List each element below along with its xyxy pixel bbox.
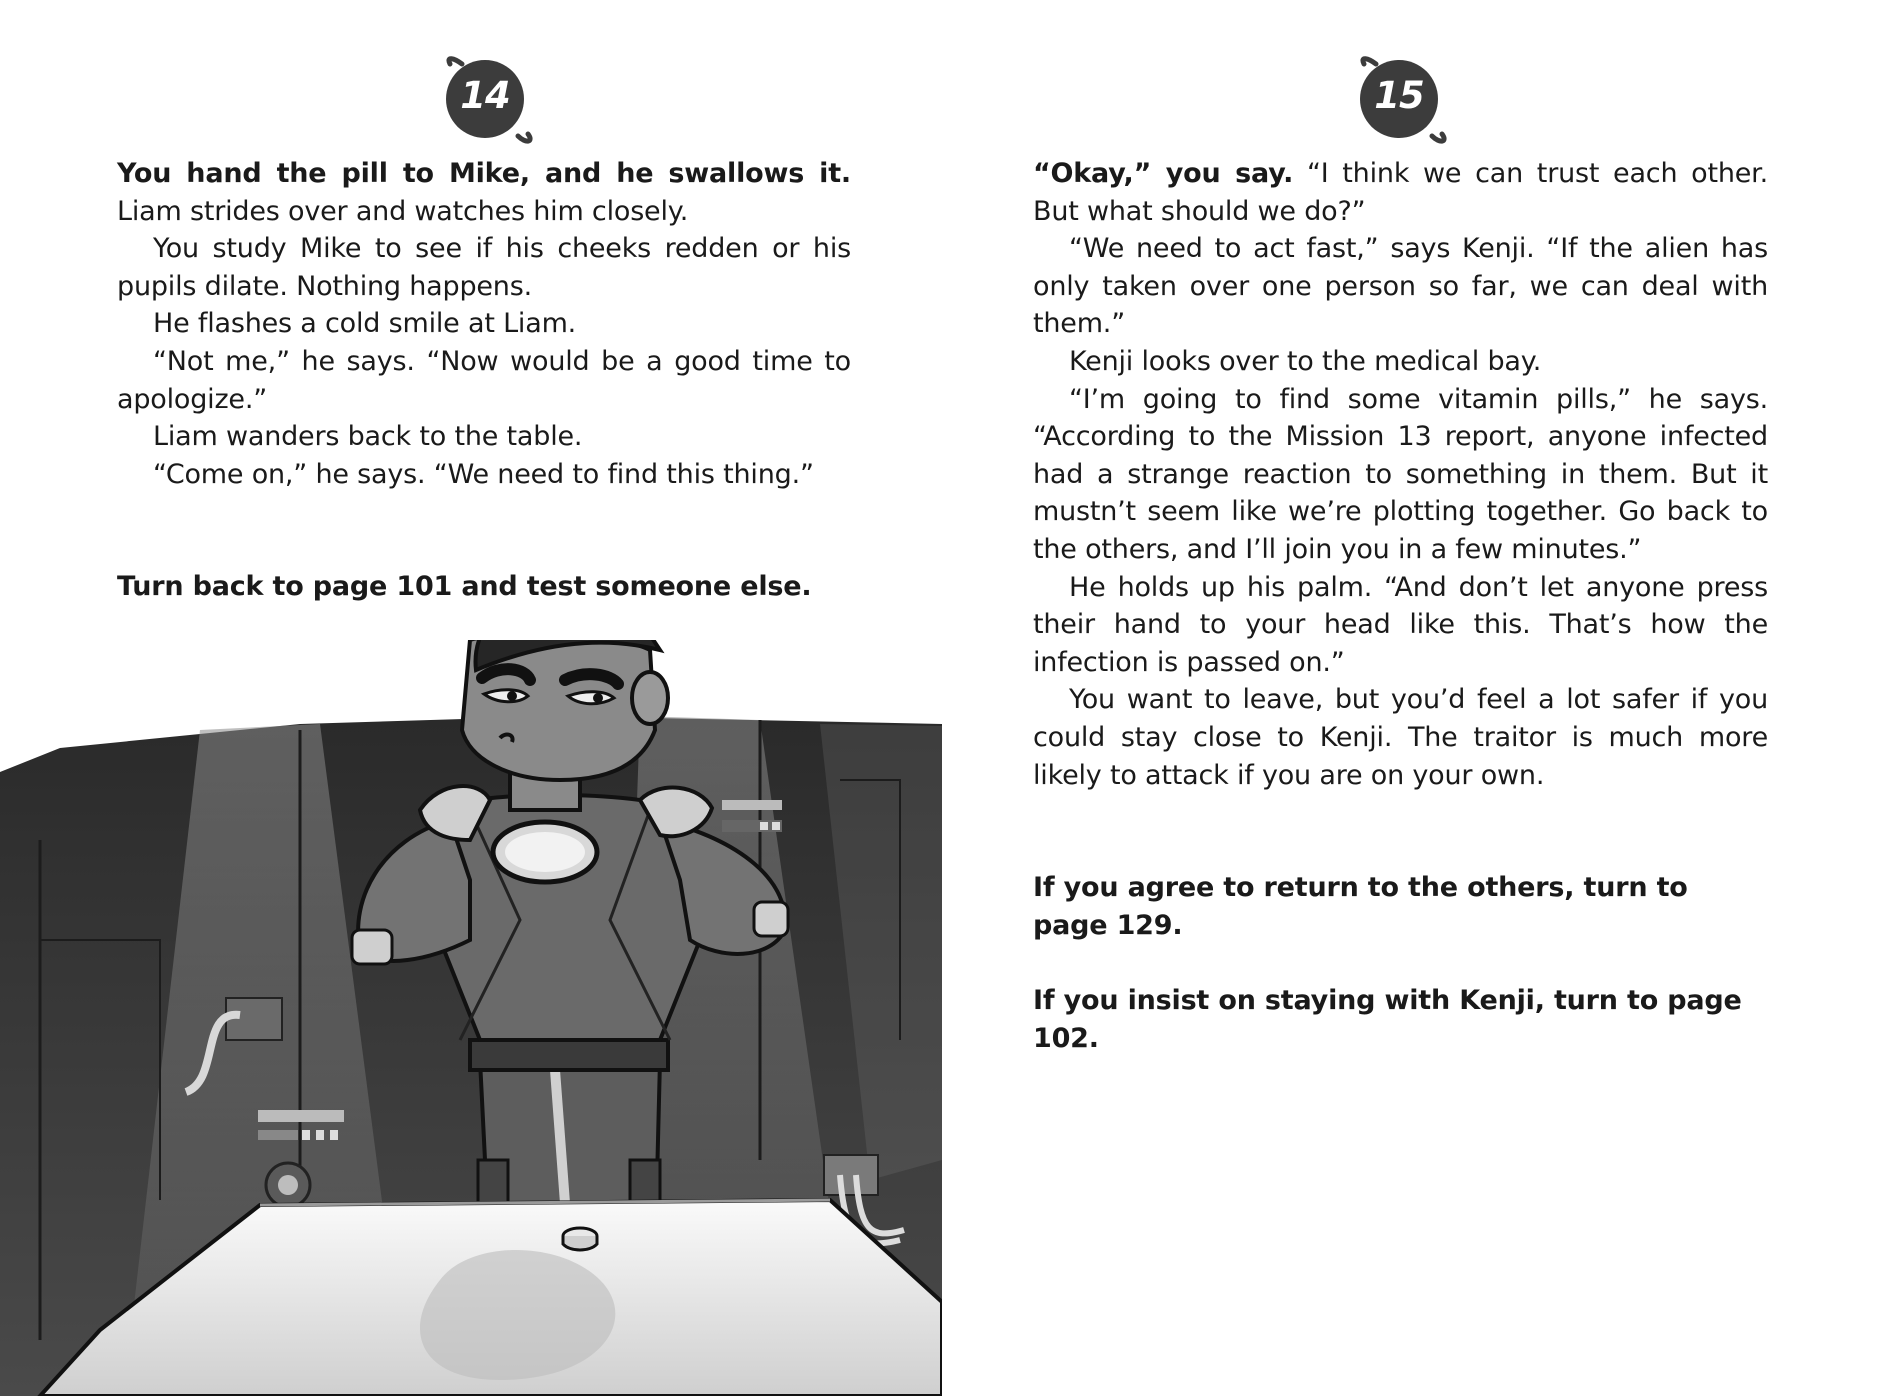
right-page xyxy=(938,0,1877,1396)
page-number-right: 15 xyxy=(1374,74,1424,117)
lead-in: “Okay,” you say. xyxy=(1033,158,1294,189)
paragraph: “Come on,” he says. “We need to find this thing.” xyxy=(153,458,814,490)
right-page-text xyxy=(1033,155,1768,1057)
paragraph xyxy=(1033,155,1768,230)
paragraph: Liam wanders back to the table. xyxy=(153,421,583,453)
page-number-badge-left xyxy=(444,56,540,152)
astronaut-illustration xyxy=(0,640,942,1396)
choice-return: If you agree to return to the others, turn to page 129. xyxy=(1033,872,1688,941)
paragraph: You want to leave, but you’d feel a lot safer if you could stay close to Kenji. The traitor is much more likely to attack if you are on your own. xyxy=(1033,684,1768,791)
choice-stay: If you insist on staying with Kenji, turn to page 102. xyxy=(1033,985,1742,1054)
instruction: Turn back to page 101 and test someone else. xyxy=(117,571,812,603)
page-number-left: 14 xyxy=(460,74,510,117)
left-page xyxy=(0,0,938,1396)
paragraph: You study Mike to see if his cheeks redden or his pupils dilate. Nothing happens. xyxy=(117,233,851,302)
paragraph: “Not me,” he says. “Now would be a good time to apologize.” xyxy=(117,345,851,415)
page-number-badge-right xyxy=(1358,56,1454,152)
paragraph-rest: Liam strides over and watches him closely. xyxy=(117,195,689,227)
left-page-text xyxy=(117,155,851,606)
paragraph: Kenji looks over to the medical bay. xyxy=(1069,345,1542,377)
paragraph: “I’m going to find some vitamin pills,” he says. “According to the Mission 13 report, anyone infected had a strange reaction to something in them. But it mustn’t seem like we’re plotting together. Go back to the others, and I’ll join you in a few minutes.” xyxy=(1033,383,1768,565)
paragraph-rest: “I think we can trust each other. But what should we do?” xyxy=(1033,158,1768,227)
paragraph: “We need to act fast,” says Kenji. “If the alien has only taken over one person so far, we can deal with them.” xyxy=(1033,233,1768,340)
paragraph: He holds up his palm. “And don’t let anyone press their hand to your head like this. That’s how the infection is passed on.” xyxy=(1033,571,1768,678)
paragraph: He flashes a cold smile at Liam. xyxy=(153,308,577,340)
paragraph xyxy=(117,155,851,230)
lead-in: You hand the pill to Mike, and he swallows it. xyxy=(117,158,851,189)
